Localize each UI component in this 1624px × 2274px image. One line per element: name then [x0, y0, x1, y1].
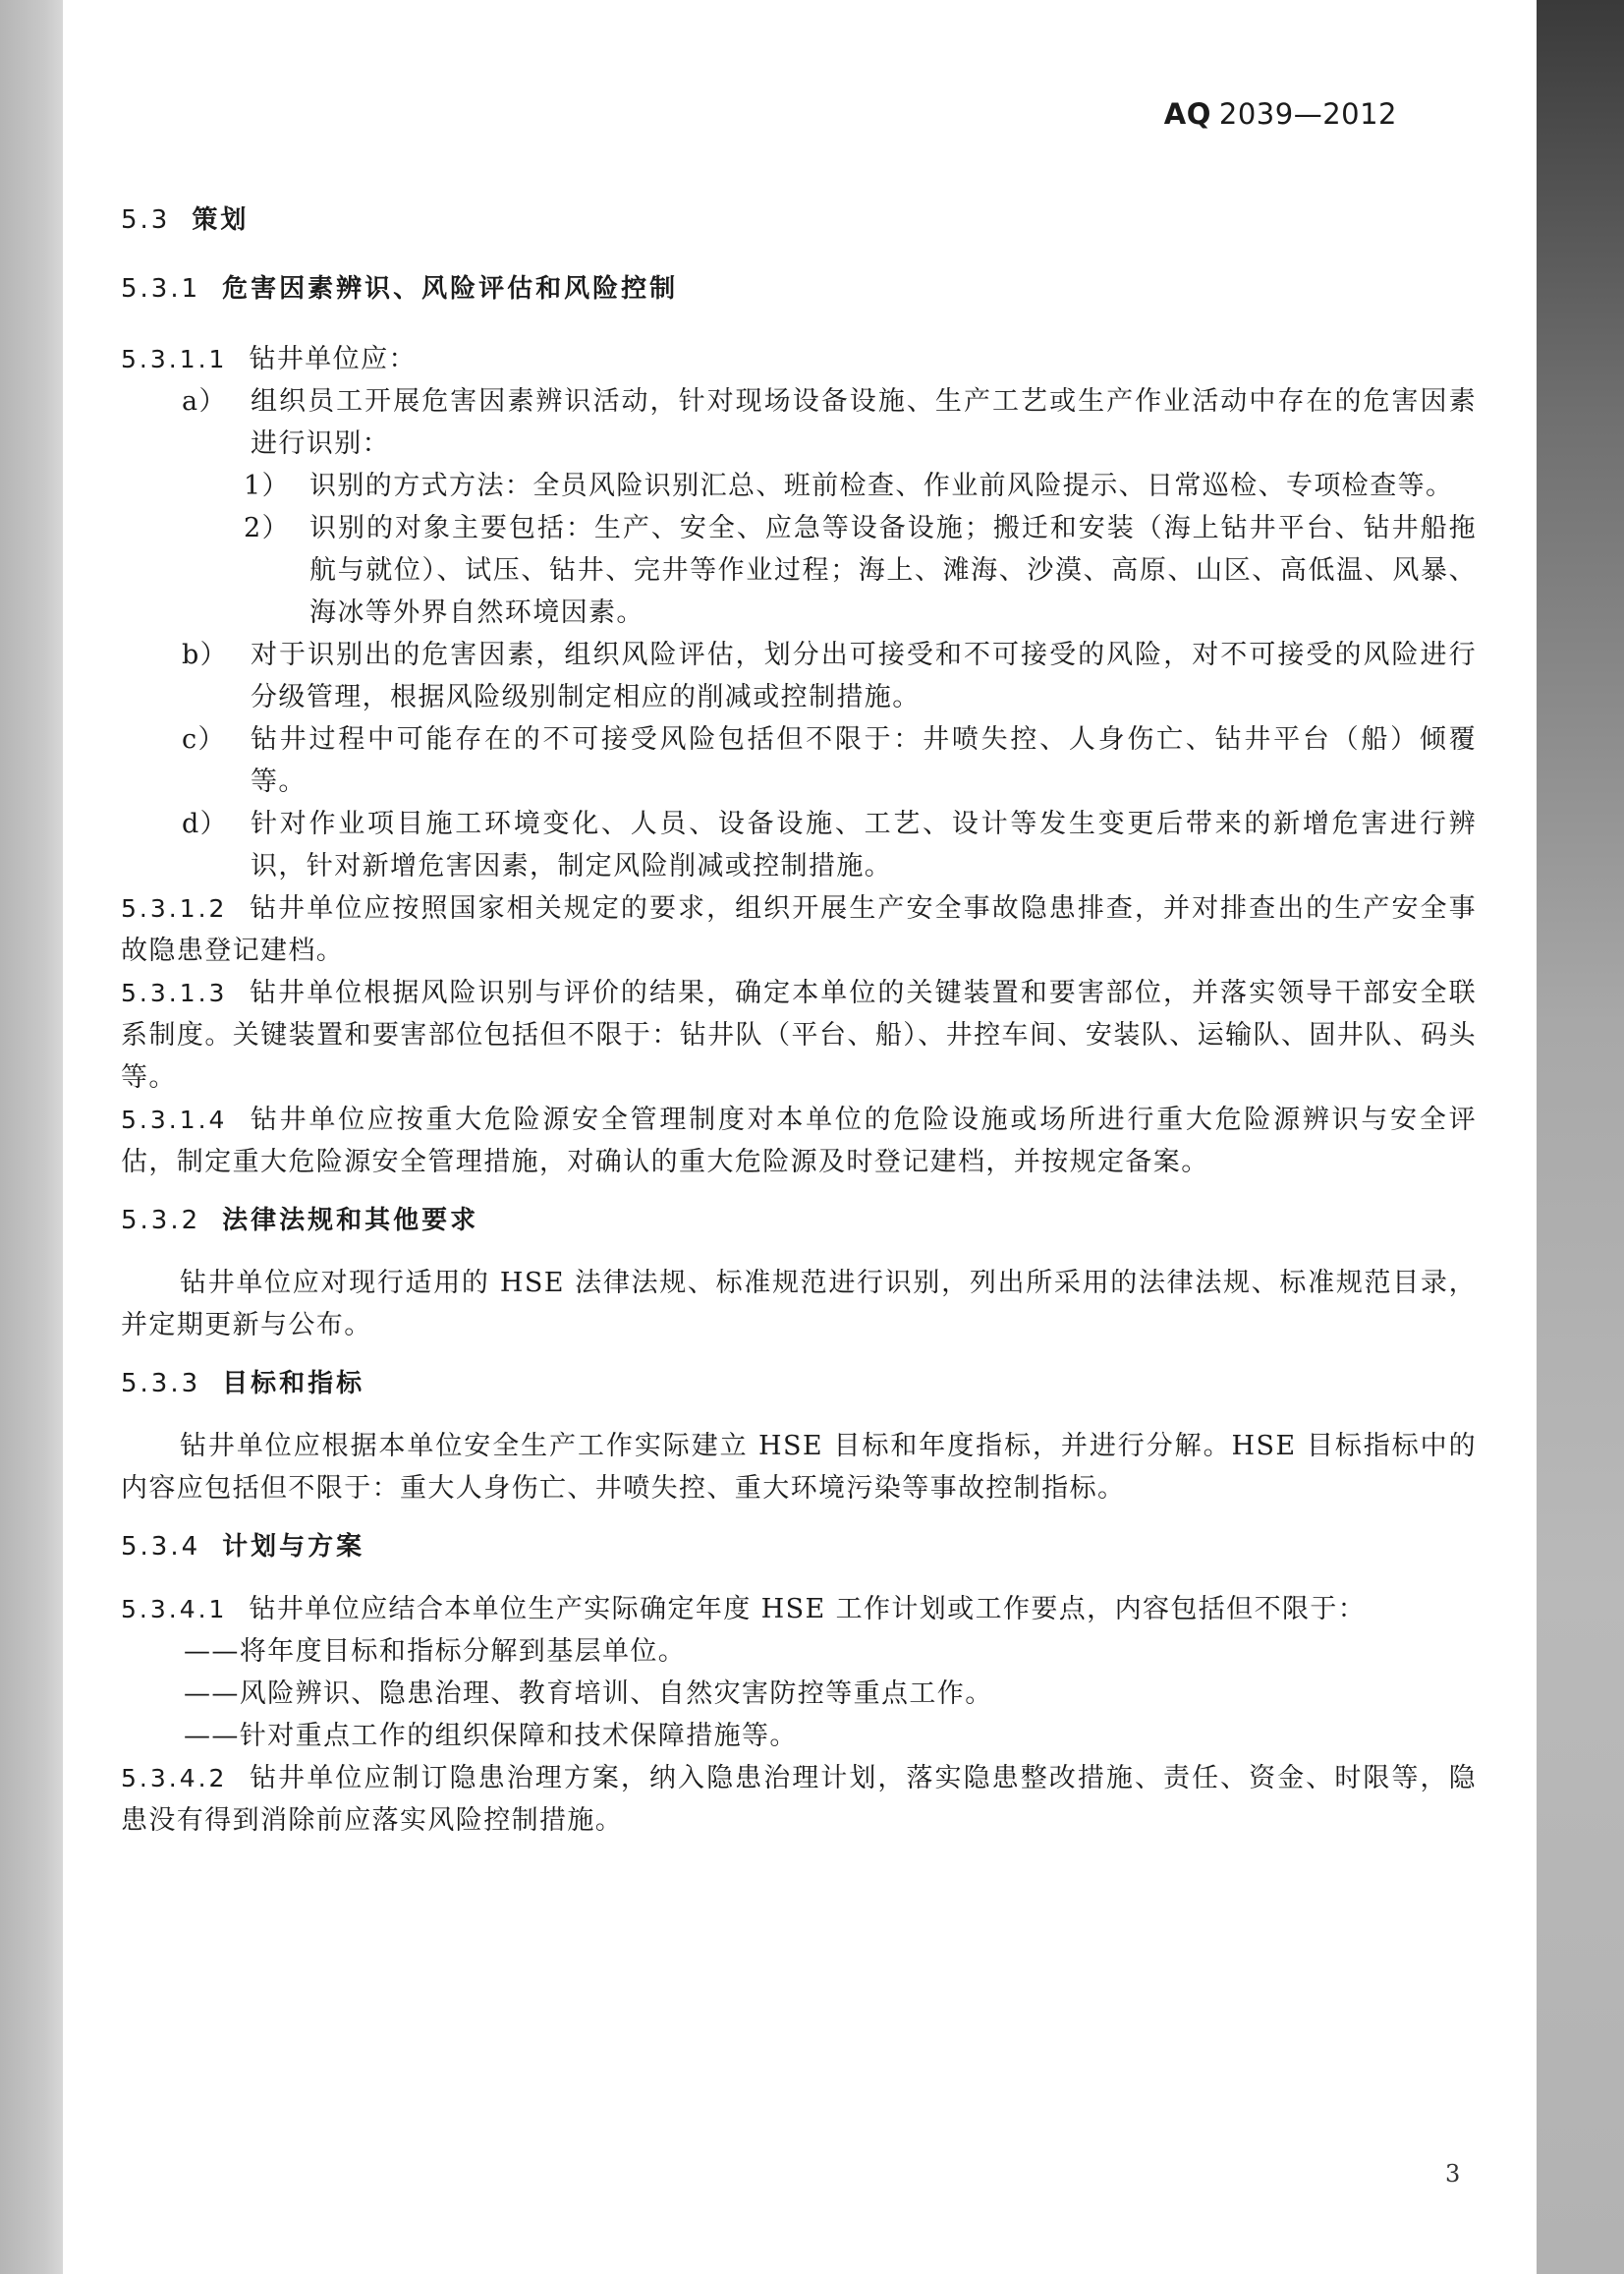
section-number: 5.3.4: [121, 1532, 201, 1562]
clause-5-3-4-1: [121, 1588, 1477, 1630]
list-text: 钻井过程中可能存在的不可接受风险包括但不限于：井喷失控、人身伤亡、钻井平台（船）倾覆等。: [251, 724, 1477, 797]
list-label: 2）: [244, 513, 290, 543]
heading-5-3: [121, 200, 1477, 240]
dash-item-1: ——将年度目标和指标分解到基层单位。: [184, 1636, 687, 1667]
clause-text: 钻井单位应：: [249, 344, 417, 374]
list-text: 针对作业项目施工环境变化、人员、设备设施、工艺、设计等发生变更后带来的新增危害进行辨识，针对新增危害因素，制定风险削减或控制措施。: [251, 809, 1477, 881]
clause-number: 5.3.1.1: [121, 345, 228, 373]
clause-text: 钻井单位应制订隐患治理方案，纳入隐患治理计划，落实隐患整改措施、责任、资金、时限等，隐患没有得到消除前应落实风险控制措施。: [121, 1763, 1477, 1836]
heading-5-3-3: [121, 1364, 1477, 1403]
list-item-d: [121, 803, 1477, 887]
standard-code-number: 2039—2012: [1218, 97, 1397, 131]
heading-5-3-1: [121, 269, 1477, 309]
page-number: 3: [1445, 2160, 1461, 2188]
section-title: 策划: [192, 205, 250, 235]
section-number: 5.3: [121, 205, 171, 235]
section-title: 目标和指标: [222, 1369, 365, 1398]
clause-5-3-1-1: [121, 338, 1477, 380]
section-number: 5.3.1: [121, 274, 201, 304]
clause-5-3-1-4: [121, 1099, 1477, 1183]
list-item-b: [121, 634, 1477, 718]
heading-5-3-2: [121, 1201, 1477, 1240]
clause-5-3-4-2: [121, 1757, 1477, 1842]
list-label: 1）: [244, 471, 290, 501]
list-label: c）: [182, 724, 226, 755]
clause-text: 钻井单位应按照国家相关规定的要求，组织开展生产安全事故隐患排查，并对排查出的生产安全事故隐患登记建档。: [121, 893, 1477, 966]
list-item-c: [121, 718, 1477, 803]
clause-number: 5.3.1.3: [121, 979, 228, 1007]
list-item-a: [121, 380, 1477, 465]
list-item-a-2: [121, 507, 1477, 634]
section-number: 5.3.2: [121, 1206, 201, 1235]
standard-code: [1164, 97, 1397, 131]
list-text: 识别的方式方法：全员风险识别汇总、班前检查、作业前风险提示、日常巡检、专项检查等。: [309, 471, 1454, 501]
list-label: a）: [182, 386, 227, 417]
section-number: 5.3.3: [121, 1369, 201, 1398]
section-title: 计划与方案: [222, 1532, 365, 1562]
heading-5-3-4: [121, 1527, 1477, 1566]
clause-number: 5.3.4.1: [121, 1595, 228, 1623]
paragraph-5-3-3: 钻井单位应根据本单位安全生产工作实际建立 HSE 目标和年度指标，并进行分解。HSE 目标指标中的内容应包括但不限于：重大人身伤亡、井喷失控、重大环境污染等事故控制指标。: [121, 1431, 1477, 1504]
list-text: 组织员工开展危害因素辨识活动，针对现场设备设施、生产工艺或生产作业活动中存在的危害因素进行识别：: [251, 386, 1477, 459]
list-text: 对于识别出的危害因素，组织风险评估，划分出可接受和不可接受的风险，对不可接受的风险进行分级管理，根据风险级别制定相应的削减或控制措施。: [251, 640, 1477, 712]
clause-number: 5.3.1.2: [121, 894, 228, 923]
list-label: b）: [182, 640, 229, 670]
paragraph-5-3-2: 钻井单位应对现行适用的 HSE 法律法规、标准规范进行识别，列出所采用的法律法规、标准规范目录，并定期更新与公布。: [121, 1268, 1477, 1340]
document-body: [121, 177, 1477, 1842]
dash-item-2: ——风险辨识、隐患治理、教育培训、自然灾害防控等重点工作。: [184, 1678, 993, 1709]
section-title: 法律法规和其他要求: [222, 1206, 479, 1235]
list-item-a-1: [121, 465, 1477, 507]
clause-text: 钻井单位根据风险识别与评价的结果，确定本单位的关键装置和要害部位，并落实领导干部安全联系制度。关键装置和要害部位包括但不限于：钻井队（平台、船）、井控车间、安装队、运输队、固井队、码头等。: [121, 978, 1477, 1093]
scan-left-margin: [0, 0, 63, 2274]
standard-code-prefix: AQ: [1163, 97, 1211, 131]
scan-right-shadow: [1537, 0, 1624, 2274]
list-label: d）: [182, 809, 229, 839]
clause-number: 5.3.1.4: [121, 1106, 228, 1134]
dash-item-3: ——针对重点工作的组织保障和技术保障措施等。: [184, 1721, 798, 1751]
clause-5-3-1-2: [121, 887, 1477, 972]
list-text: 识别的对象主要包括：生产、安全、应急等设备设施；搬迁和安装（海上钻井平台、钻井船拖航与就位）、试压、钻井、完井等作业过程；海上、滩海、沙漠、高原、山区、高低温、风暴、海冰等外界自然环境因素。: [309, 513, 1477, 628]
clause-number: 5.3.4.2: [121, 1764, 228, 1792]
clause-text: 钻井单位应按重大危险源安全管理制度对本单位的危险设施或场所进行重大危险源辨识与安全评估，制定重大危险源安全管理措施，对确认的重大危险源及时登记建档，并按规定备案。: [121, 1105, 1477, 1177]
clause-text: 钻井单位应结合本单位生产实际确定年度 HSE 工作计划或工作要点，内容包括但不限于：: [249, 1594, 1367, 1624]
clause-5-3-1-3: [121, 972, 1477, 1099]
section-title: 危害因素辨识、风险评估和风险控制: [222, 274, 679, 304]
